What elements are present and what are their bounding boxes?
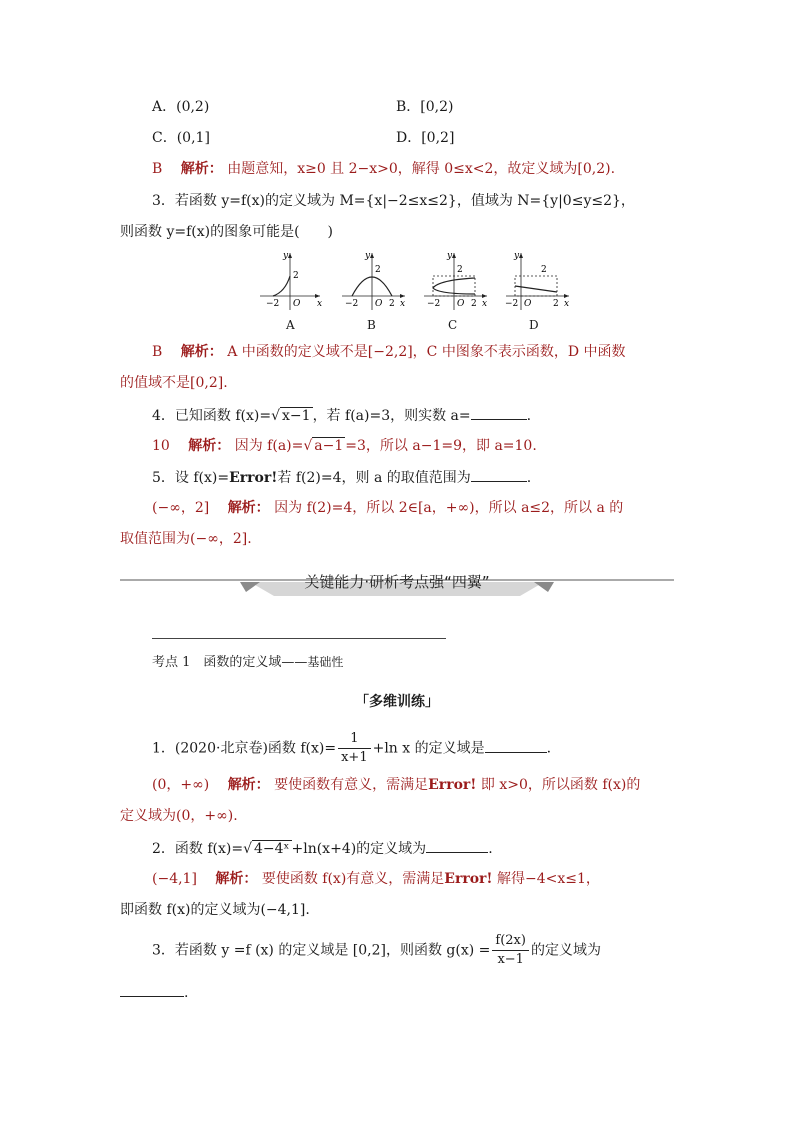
answer-blank[interactable] [485,738,547,753]
error-text: Error! [428,777,477,793]
q3-answer-line2: 的值域不是[0,2]. [120,375,228,391]
section-rule [152,638,446,639]
q5: 5．设 f(x)=Error!若 f(2)=4，则 a 的取值范围为 . [152,467,531,488]
option-c: C．(0,1] [152,130,210,146]
error-text: Error! [444,871,493,887]
answer-suffix: =3，所以 a−1=9，即 a=10. [345,438,537,454]
answer-blank[interactable] [120,982,184,997]
q4-prefix: 4．已知函数 f(x)= [152,408,272,424]
t3-prefix: 3．若函数 y =f (x) 的定义域是 [0,2]，则函数 g(x) = [152,942,491,959]
t1: 1．(2020·北京卷)函数 f(x)= $\frac{1}{x+1}$ +ln x 的定义域是 . [152,731,552,765]
answer-value: 10 [152,438,170,454]
graph-b [342,251,405,310]
answer-label: 解析： [180,161,223,177]
error-text: Error! [229,470,278,486]
graph-label-b: B [367,318,376,332]
answer-label: 解析： [227,500,270,516]
fraction-denominator: x+1 [341,750,368,765]
t3-suffix: 的定义域为 [530,942,601,959]
answer-text: 要使函数有意义，需满足 [274,777,429,793]
tick-2-y: 2 [375,265,381,275]
q3-line2: 则函数 y=f(x)的图象可能是( ) [120,224,334,240]
tick-2: 2 [471,299,477,309]
q4-answer: 10 解析： 因为 f(a)=√ a−1 =3，所以 a−1=9，即 a=10. [152,438,537,454]
answer-text-2: 即 x>0，所以函数 f(x)的 [480,777,641,793]
axis-x: x [400,299,406,309]
q5-suffix: 若 f(2)=4，则 a 的取值范围为 [277,470,471,486]
answer-value: (0，+∞) [152,777,210,793]
option-d: D．[0,2] [396,130,455,146]
option-a: A．(0,2) [152,99,210,115]
answer-letter: B [152,344,163,360]
axis-y: y [447,251,453,261]
graph-a [260,251,322,310]
answer-blank[interactable] [471,405,527,420]
answer-sqrt: a−1 [314,438,344,454]
q4-sqrt: x−1 [282,408,311,424]
q3-line1: 3．若函数 y=f(x)的定义域为 M={x|−2≤x≤2}，值域为 N={y|0≤y≤2}， [152,193,635,209]
origin: O [293,299,301,309]
t2-prefix: 2．函数 f(x)= [152,841,244,857]
q5-text: 5．设 f(x)= [152,470,230,486]
option-b: B．[0,2) [396,99,454,115]
answer-text: 因为 f(a)= [234,438,304,454]
answer-text: 因为 f(2)=4，所以 2∈[a，+∞)，所以 a≤2，所以 a 的 [274,500,624,516]
answer-label: 解析： [180,344,223,360]
q2-answer [152,159,615,179]
t2: 2．函数 f(x)=√ 4−4ˣ +ln(x+4)的定义域为 . [152,838,493,859]
q5-answer-line2: 取值范围为(−∞，2]. [120,531,252,547]
t3-fraction [492,932,529,969]
answer-text: 由题意知，x≥0 且 2−x>0，解得 0≤x<2，故定义域为[0,2). [227,161,616,177]
tick-2-y: 2 [457,265,463,275]
training-title: 「多维训练」 [355,694,439,710]
q4: 4．已知函数 f(x)=√ x−1 ，若 f(a)=3，则实数 a= . [152,405,531,426]
answer-text: A 中函数的定义域不是[−2,2]，C 中图象不表示函数，D 中函数 [227,344,626,360]
q5-answer-line1 [152,498,623,518]
axis-y: y [514,251,520,261]
tick-2: 2 [389,299,395,309]
tick-2-y: 2 [541,265,547,275]
axis-x: x [482,299,488,309]
t2-suffix: +ln(x+4)的定义域为 [291,841,427,857]
answer-text: 要使函数 f(x)有意义，需满足 [261,871,445,887]
t2-sqrt: 4−4ˣ [254,841,290,857]
tick-neg2: −2 [427,299,441,309]
answer-letter: B [152,161,163,177]
section-subtitle: 基础性 [307,655,344,669]
banner-title: 关键能力·研析考点强“四翼” [304,573,490,591]
fraction-numerator: f(2x) [492,932,529,951]
t3 [152,932,601,969]
answer-value: (−∞，2] [152,500,210,516]
q3-answer-line1 [152,342,626,362]
section-title [152,652,343,673]
answer-label: 解析： [227,777,270,793]
tick-2: 2 [293,271,299,281]
graph-label-a: A [286,318,295,332]
answer-label: 解析： [188,438,231,454]
answer-text-2: 解得−4<x≤1， [497,871,600,887]
tick-neg2: −2 [505,299,519,309]
tick-neg2: −2 [266,299,280,309]
t1-fraction [338,730,371,767]
fraction-numerator: 1 [338,730,371,749]
axis-y: y [365,251,371,261]
graph-label-d: D [529,318,539,332]
tick-2: 2 [553,299,559,309]
answer-value: (−4,1] [152,871,197,887]
graph-label-c: C [448,318,458,332]
axis-x: x [564,299,570,309]
section-banner [120,568,674,602]
t2-answer-line2: 即函数 f(x)的定义域为(−4,1]. [120,902,310,918]
origin: O [524,299,532,309]
section-title-text: 考点 1 函数的定义域—— [152,655,308,670]
t2-answer-line1 [152,869,600,889]
t1-prefix: 1．(2020·北京卷)函数 f(x)= [152,740,337,757]
answer-blank[interactable] [471,467,527,482]
graph-d [505,251,569,310]
axis-y: y [283,251,289,261]
t3-line2: . [120,982,188,1003]
origin: O [375,299,383,309]
q3-graphs [255,248,575,318]
t1-suffix: +ln x 的定义域是 [372,740,485,757]
t1-answer-line2: 定义域为(0，+∞). [120,808,238,824]
axis-x: x [317,299,323,309]
answer-label: 解析： [215,871,258,887]
graph-c [424,251,487,310]
tick-neg2: −2 [345,299,359,309]
origin: O [457,299,465,309]
q4-suffix: ，若 f(a)=3，则实数 a= [312,408,471,424]
t1-answer-line1 [152,775,640,795]
answer-blank[interactable] [426,838,488,853]
fraction-denominator: x−1 [497,952,524,967]
